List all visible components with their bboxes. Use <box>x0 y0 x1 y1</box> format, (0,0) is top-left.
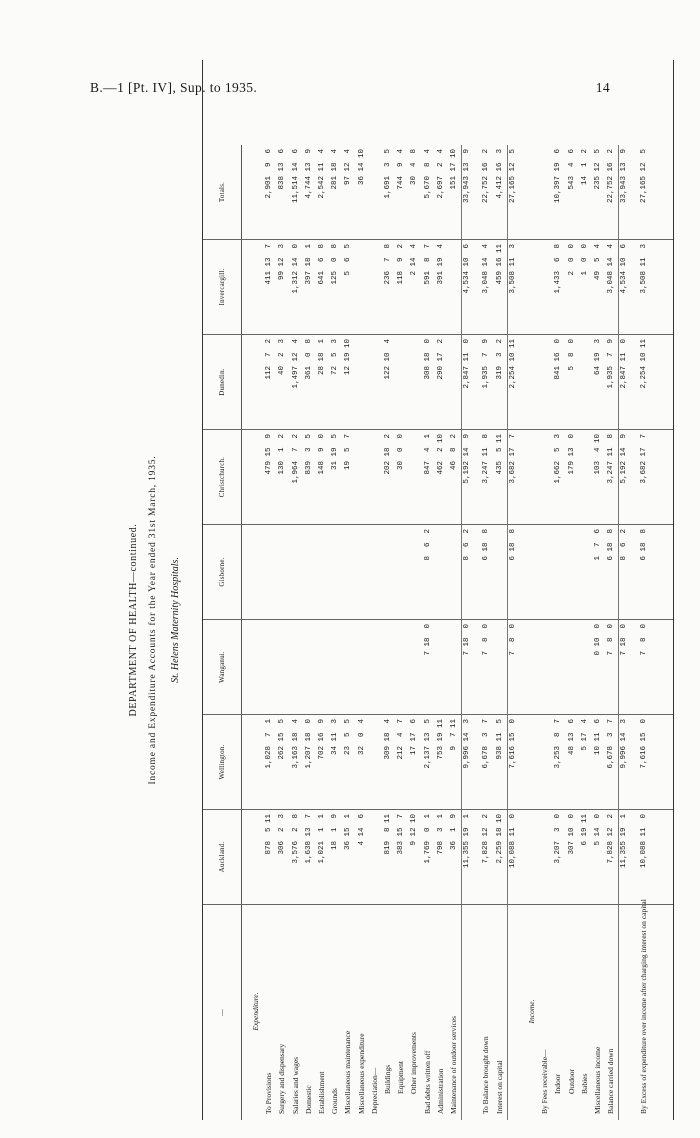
table-cell <box>553 525 563 619</box>
table-cell <box>527 430 537 524</box>
table-cell <box>409 525 419 619</box>
table-cell <box>291 620 301 714</box>
table-cell <box>304 525 314 619</box>
row-label: Balance carried down <box>606 1048 616 1114</box>
table-cell <box>580 335 590 429</box>
table-cell: 744 9 4 <box>397 149 406 190</box>
table-cell: 3,576 2 8 <box>291 814 300 864</box>
table-cell <box>370 810 380 904</box>
table-cell: 1,028 7 1 <box>265 719 274 769</box>
table-cell: 8 6 2 <box>620 529 629 561</box>
row-label: Grounds <box>330 1088 340 1114</box>
table-cell: 27,165 12 5 <box>639 149 648 204</box>
row-label: Babies <box>579 1073 589 1094</box>
column-header: Christchurch. <box>203 430 242 524</box>
table-cell: 1,497 12 4 <box>291 339 300 389</box>
row-label: Domestic <box>303 1085 313 1114</box>
hospitals-title: St. Helens Maternity Hospitals. <box>170 557 181 683</box>
table-cell: 3,682 17 7 <box>639 434 648 484</box>
table-cell <box>251 525 261 619</box>
row-label: Expenditure. <box>251 992 260 1031</box>
table-cell: 34 11 3 <box>331 719 340 756</box>
table-cell: 10,397 19 6 <box>554 149 563 204</box>
column-header: Wellington. <box>203 715 242 809</box>
table-cell <box>409 430 419 524</box>
table-cell <box>449 335 459 429</box>
table-cell: 4,534 10 6 <box>463 244 472 294</box>
table-cell <box>343 620 353 714</box>
table-cell <box>264 620 274 714</box>
table-cell: 40 2 3 <box>278 339 287 376</box>
table-cell: 9,996 14 3 <box>463 719 472 769</box>
table-cell <box>251 620 261 714</box>
table-cell: 6,678 3 7 <box>482 719 491 769</box>
table-cell: 48 13 6 <box>567 719 576 756</box>
table-cell: 411 13 7 <box>265 244 274 285</box>
table-cell <box>251 715 261 809</box>
table-cell: 306 2 3 <box>278 814 287 855</box>
table-cell <box>396 620 406 714</box>
table-cell: 8 6 2 <box>423 529 432 561</box>
table-cell <box>357 430 367 524</box>
table-cell <box>495 620 505 714</box>
table-cell: 2,254 10 11 <box>639 339 648 389</box>
column-4 <box>203 430 673 525</box>
table-cell <box>540 715 550 809</box>
table-cell <box>357 240 367 334</box>
table-cell <box>317 620 327 714</box>
table-cell: 30 0 0 <box>397 434 406 471</box>
table-cell <box>540 240 550 334</box>
table-cell <box>527 620 537 714</box>
table-cell: 7 18 0 <box>620 624 629 656</box>
table-cell: 2,137 13 5 <box>423 719 432 769</box>
table-cell: 99 12 3 <box>278 244 287 281</box>
table-cell: 18 1 9 <box>331 814 340 851</box>
row-label: Administration <box>435 1068 445 1114</box>
table-cell <box>527 715 537 809</box>
table-cell: 36 14 10 <box>357 149 366 186</box>
table-cell: 4 14 6 <box>357 814 366 846</box>
table-cell <box>370 335 380 429</box>
table-cell: 3,253 8 7 <box>554 719 563 769</box>
table-cell: 22,752 16 2 <box>482 149 491 204</box>
row-label: Other improvements <box>409 1032 419 1094</box>
table-cell: 4,412 16 3 <box>495 149 504 199</box>
table-cell: 281 18 4 <box>331 149 340 190</box>
table-cell: 19 5 7 <box>344 434 353 471</box>
table-cell: 46 8 2 <box>450 434 458 471</box>
table-cell: 6 19 11 <box>580 814 589 846</box>
column-1 <box>203 715 673 810</box>
table-cell <box>527 810 537 904</box>
table-cell: 12 19 10 <box>344 339 353 376</box>
table-cell: 5,192 14 9 <box>463 434 472 484</box>
table-cell: 309 18 4 <box>384 719 392 760</box>
row-label: Buildings <box>383 1064 392 1094</box>
table-cell <box>580 620 590 714</box>
table-cell: 49 5 4 <box>594 244 602 281</box>
table-cell: 262 15 5 <box>278 719 287 760</box>
table-cell: 14 1 2 <box>580 149 589 186</box>
row-label: Miscellaneous income <box>593 1046 602 1114</box>
table-cell: 5 8 0 <box>567 339 576 371</box>
table-cell <box>396 335 406 429</box>
table-cell <box>553 620 563 714</box>
table-cell: 798 3 1 <box>436 814 445 855</box>
table-cell <box>540 525 550 619</box>
table-cell <box>357 525 367 619</box>
table-cell: 819 8 11 <box>384 814 392 855</box>
accounts-title: Income and Expenditure Accounts for the Year ended 31st March, 1935. <box>148 455 158 785</box>
table-cell: 435 5 11 <box>495 434 504 475</box>
table-cell: 7,616 15 0 <box>508 719 517 769</box>
table-cell: 878 5 11 <box>265 814 274 855</box>
accounts-table <box>202 60 674 1120</box>
table-cell: 290 17 2 <box>436 339 445 380</box>
table-cell: 838 13 6 <box>278 149 287 190</box>
table-cell <box>370 145 380 239</box>
table-cell <box>396 525 406 619</box>
row-label: By Excess of expenditure over income after charging interest on capital <box>638 899 648 1114</box>
table-cell <box>277 620 287 714</box>
table-cell: 7 18 0 <box>463 624 472 656</box>
table-cell: 2,254 10 11 <box>508 339 517 389</box>
table-cell <box>527 525 537 619</box>
table-cell: 33,943 13 9 <box>620 149 629 204</box>
row-label <box>462 905 472 1120</box>
table-cell: 3,247 11 8 <box>482 434 491 484</box>
row-label: Miscellaneous expenditure <box>356 1033 366 1114</box>
table-cell: 10,088 11 0 <box>508 814 517 869</box>
table-cell: 1,935 7 9 <box>607 339 616 389</box>
table-cell <box>436 525 446 619</box>
table-cell <box>580 525 590 619</box>
table-cell <box>383 620 393 714</box>
table-cell <box>277 525 287 619</box>
table-cell <box>251 810 261 904</box>
table-cell: 1 7 6 <box>594 529 602 561</box>
table-cell: 1,433 6 8 <box>554 244 563 294</box>
table-cell: 5,192 14 9 <box>620 434 629 484</box>
table-cell: 148 9 0 <box>318 434 326 475</box>
table-cell: 22,752 16 2 <box>607 149 616 204</box>
table-cell: 1,935 7 9 <box>482 339 491 389</box>
row-label: Indoor <box>553 1074 563 1094</box>
table-cell: 4,534 10 6 <box>620 244 629 294</box>
table-cell: 6 18 8 <box>639 529 648 561</box>
table-cell: 97 12 4 <box>344 149 353 186</box>
row-label: Equipment <box>396 1061 406 1094</box>
table-cell: 1,964 7 2 <box>291 434 300 484</box>
table-cell: 391 19 4 <box>436 244 445 285</box>
table-cell: 11,514 14 6 <box>291 149 300 204</box>
table-cell: 8 6 2 <box>463 529 472 561</box>
table-cell: 308 18 0 <box>423 339 432 380</box>
column-header: Dunedin. <box>203 335 242 429</box>
table-cell <box>264 525 274 619</box>
table-cell: 10 11 6 <box>594 719 602 756</box>
table-cell <box>330 525 340 619</box>
table-cell: 591 8 7 <box>423 244 432 285</box>
table-cell: 72 5 3 <box>331 339 340 376</box>
table-cell: 6 18 8 <box>607 529 616 561</box>
table-cell: 6 18 8 <box>508 529 517 561</box>
table-cell: 839 3 5 <box>304 434 313 475</box>
table-cell: 7 8 0 <box>482 624 491 656</box>
table-cell <box>540 620 550 714</box>
row-label: Salaries and wages <box>290 1056 300 1114</box>
table-cell: 383 15 7 <box>397 814 406 855</box>
table-cell <box>540 145 550 239</box>
column-5 <box>203 335 673 430</box>
table-cell: 31 19 5 <box>331 434 340 471</box>
table-cell: 479 15 9 <box>265 434 274 475</box>
row-label <box>508 905 518 1120</box>
table-cell: 307 10 0 <box>567 814 576 855</box>
table-cell <box>540 810 550 904</box>
column-header: Auckland. <box>203 810 242 904</box>
table-cell: 2,847 11 0 <box>620 339 629 389</box>
table-cell: 459 16 11 <box>495 244 504 285</box>
table-cell <box>449 525 459 619</box>
table-cell <box>357 620 367 714</box>
table-cell <box>409 620 419 714</box>
table-cell: 5,670 8 4 <box>423 149 432 199</box>
row-label: Income. <box>527 999 536 1024</box>
table-cell <box>251 145 261 239</box>
table-cell: 2,901 9 6 <box>265 149 274 199</box>
table-cell: 11,355 19 1 <box>463 814 472 869</box>
table-cell <box>251 335 261 429</box>
column-header: Gisborne. <box>203 525 242 619</box>
table-cell: 9 7 11 <box>450 719 458 751</box>
table-cell: 3,048 14 4 <box>482 244 491 294</box>
table-cell: 23 5 5 <box>344 719 353 756</box>
table-cell: 319 3 2 <box>495 339 504 380</box>
table-cell: 10,088 11 0 <box>639 814 648 869</box>
rotated-table-page <box>90 45 650 1120</box>
table-cell: 5 14 0 <box>594 814 602 846</box>
table-cell <box>449 620 459 714</box>
row-label: Surgery and dispensary <box>277 1043 287 1114</box>
table-cell <box>495 525 505 619</box>
table-cell: 28 18 1 <box>318 339 326 376</box>
table-cell: 841 16 0 <box>554 339 563 380</box>
table-cell: 151 17 10 <box>450 149 458 190</box>
row-label: By Fees receivable— <box>540 1049 550 1114</box>
table-cell <box>370 240 380 334</box>
table-cell: 753 19 11 <box>436 719 445 760</box>
table-cell: 1 0 0 <box>580 244 589 276</box>
table-cell: 112 7 2 <box>265 339 274 380</box>
table-cell: 33,943 13 9 <box>463 149 472 204</box>
table-cell: 6,678 3 7 <box>607 719 616 769</box>
table-cell: 17 17 6 <box>410 719 419 756</box>
row-label <box>619 905 629 1120</box>
label-column-header: — <box>203 905 242 1120</box>
department-title: DEPARTMENT OF HEALTH—continued. <box>128 523 139 717</box>
table-cell: 9,996 14 3 <box>620 719 629 769</box>
table-cell <box>370 620 380 714</box>
column-0 <box>203 810 673 905</box>
table-cell <box>436 620 446 714</box>
table-cell <box>409 335 419 429</box>
table-cell: 2 14 4 <box>410 244 419 276</box>
table-cell: 7 8 0 <box>639 624 648 656</box>
page-reference: B.—1 [Pt. IV], Sup. to 1935. <box>90 80 258 95</box>
row-label: Outdoor <box>566 1069 576 1094</box>
row-label: To Balance brought down <box>481 1036 491 1114</box>
table-cell <box>317 525 327 619</box>
column-header: Totals. <box>203 145 242 239</box>
table-cell: 7 8 0 <box>607 624 616 656</box>
table-cell: 4,744 13 9 <box>304 149 313 199</box>
column-7 <box>203 145 673 240</box>
table-cell: 361 0 8 <box>304 339 313 380</box>
table-cell: 30 4 8 <box>410 149 419 186</box>
table-cell <box>527 240 537 334</box>
table-cell <box>383 525 393 619</box>
table-cell: 179 13 0 <box>567 434 576 475</box>
table-cell <box>449 240 459 334</box>
table-cell: 847 4 1 <box>423 434 432 475</box>
table-cell: 103 4 10 <box>594 434 602 475</box>
table-cell: 2,542 11 4 <box>318 149 326 199</box>
row-label: Miscellaneous maintenance <box>343 1030 353 1114</box>
table-cell <box>540 335 550 429</box>
table-cell <box>343 525 353 619</box>
table-cell: 202 18 2 <box>384 434 392 475</box>
table-cell: 702 16 9 <box>318 719 326 760</box>
table-cell: 130 1 2 <box>278 434 287 475</box>
table-cell: 7 8 0 <box>508 624 517 656</box>
table-cell: 6 18 8 <box>482 529 491 561</box>
table-cell: 2,259 18 10 <box>495 814 504 864</box>
table-cell: 397 18 1 <box>304 244 313 285</box>
table-cell: 32 0 4 <box>357 719 366 756</box>
table-cell: 36 1 9 <box>450 814 458 851</box>
table-cell <box>291 525 301 619</box>
table-cell: 7,616 15 0 <box>639 719 648 769</box>
table-cell: 2 0 0 <box>567 244 576 276</box>
table-cell: 0 10 0 <box>594 624 602 656</box>
table-cell: 1,021 1 1 <box>318 814 326 864</box>
table-cell <box>370 525 380 619</box>
column-3 <box>203 525 673 620</box>
row-label: Maintenance of outdoor services <box>449 1015 458 1114</box>
table-cell: 3,048 14 4 <box>607 244 616 294</box>
table-cell: 1,769 0 1 <box>423 814 432 864</box>
column-header: Invercargill. <box>203 240 242 334</box>
row-label: Interest on capital <box>494 1060 504 1114</box>
table-cell <box>330 620 340 714</box>
table-cell: 3,163 18 4 <box>291 719 300 769</box>
page-number: 14 <box>595 80 610 95</box>
table-cell: 7,828 12 2 <box>607 814 616 864</box>
table-cell: 5 6 5 <box>344 244 353 276</box>
table-cell: 3,247 11 8 <box>607 434 616 484</box>
table-cell <box>370 430 380 524</box>
table-cell <box>251 240 261 334</box>
table-cell <box>357 335 367 429</box>
table-cell: 7 18 0 <box>423 624 432 656</box>
table-cell: 235 12 5 <box>594 149 602 190</box>
table-cell: 3,508 11 3 <box>639 244 648 294</box>
table-cell: 5 17 4 <box>580 719 589 751</box>
table-cell: 1,638 13 7 <box>304 814 313 864</box>
table-cell: 1,207 18 0 <box>304 719 313 769</box>
table-cell <box>527 335 537 429</box>
table-cell <box>251 430 261 524</box>
table-cell: 122 10 4 <box>384 339 392 380</box>
table-cell: 938 11 5 <box>495 719 504 760</box>
table-cell: 125 0 8 <box>331 244 340 285</box>
label-column <box>203 899 673 1120</box>
table-cell: 3,207 3 0 <box>554 814 563 864</box>
column-2 <box>203 620 673 715</box>
table-cell: 118 9 2 <box>397 244 406 285</box>
table-cell <box>580 430 590 524</box>
table-cell <box>567 525 577 619</box>
table-cell: 1,691 3 5 <box>384 149 392 199</box>
table-cell: 2,697 2 4 <box>436 149 445 199</box>
column-6 <box>203 240 673 335</box>
column-header: Wanganui. <box>203 620 242 714</box>
table-cell: 236 7 8 <box>384 244 392 285</box>
table-cell <box>304 620 314 714</box>
table-cell <box>527 145 537 239</box>
table-cell: 1,312 14 0 <box>291 244 300 294</box>
table-cell: 27,165 12 5 <box>508 149 517 204</box>
table-cell: 3,508 11 3 <box>508 244 517 294</box>
row-label: Bad debts written off <box>422 1050 432 1114</box>
table-cell: 543 4 6 <box>567 149 576 190</box>
table-cell: 2,847 11 0 <box>463 339 472 389</box>
table-cell <box>370 715 380 809</box>
table-cell <box>567 620 577 714</box>
table-cell: 3,682 17 7 <box>508 434 517 484</box>
table-cell: 9 12 10 <box>410 814 419 846</box>
row-label: Establishment <box>317 1071 326 1114</box>
table-cell: 36 15 1 <box>344 814 353 851</box>
table-cell: 641 6 8 <box>318 244 326 285</box>
table-cell: 1,662 5 3 <box>554 434 563 484</box>
row-label: Depreciation— <box>369 1067 379 1114</box>
table-cell: 11,355 19 1 <box>620 814 629 869</box>
table-cell <box>540 430 550 524</box>
table-cell: 212 4 7 <box>397 719 406 760</box>
table-cell: 7,828 12 2 <box>482 814 491 864</box>
table-cell: 462 2 10 <box>436 434 445 475</box>
row-label: To Provisions <box>264 1072 274 1114</box>
table-cell: 64 19 3 <box>594 339 602 376</box>
